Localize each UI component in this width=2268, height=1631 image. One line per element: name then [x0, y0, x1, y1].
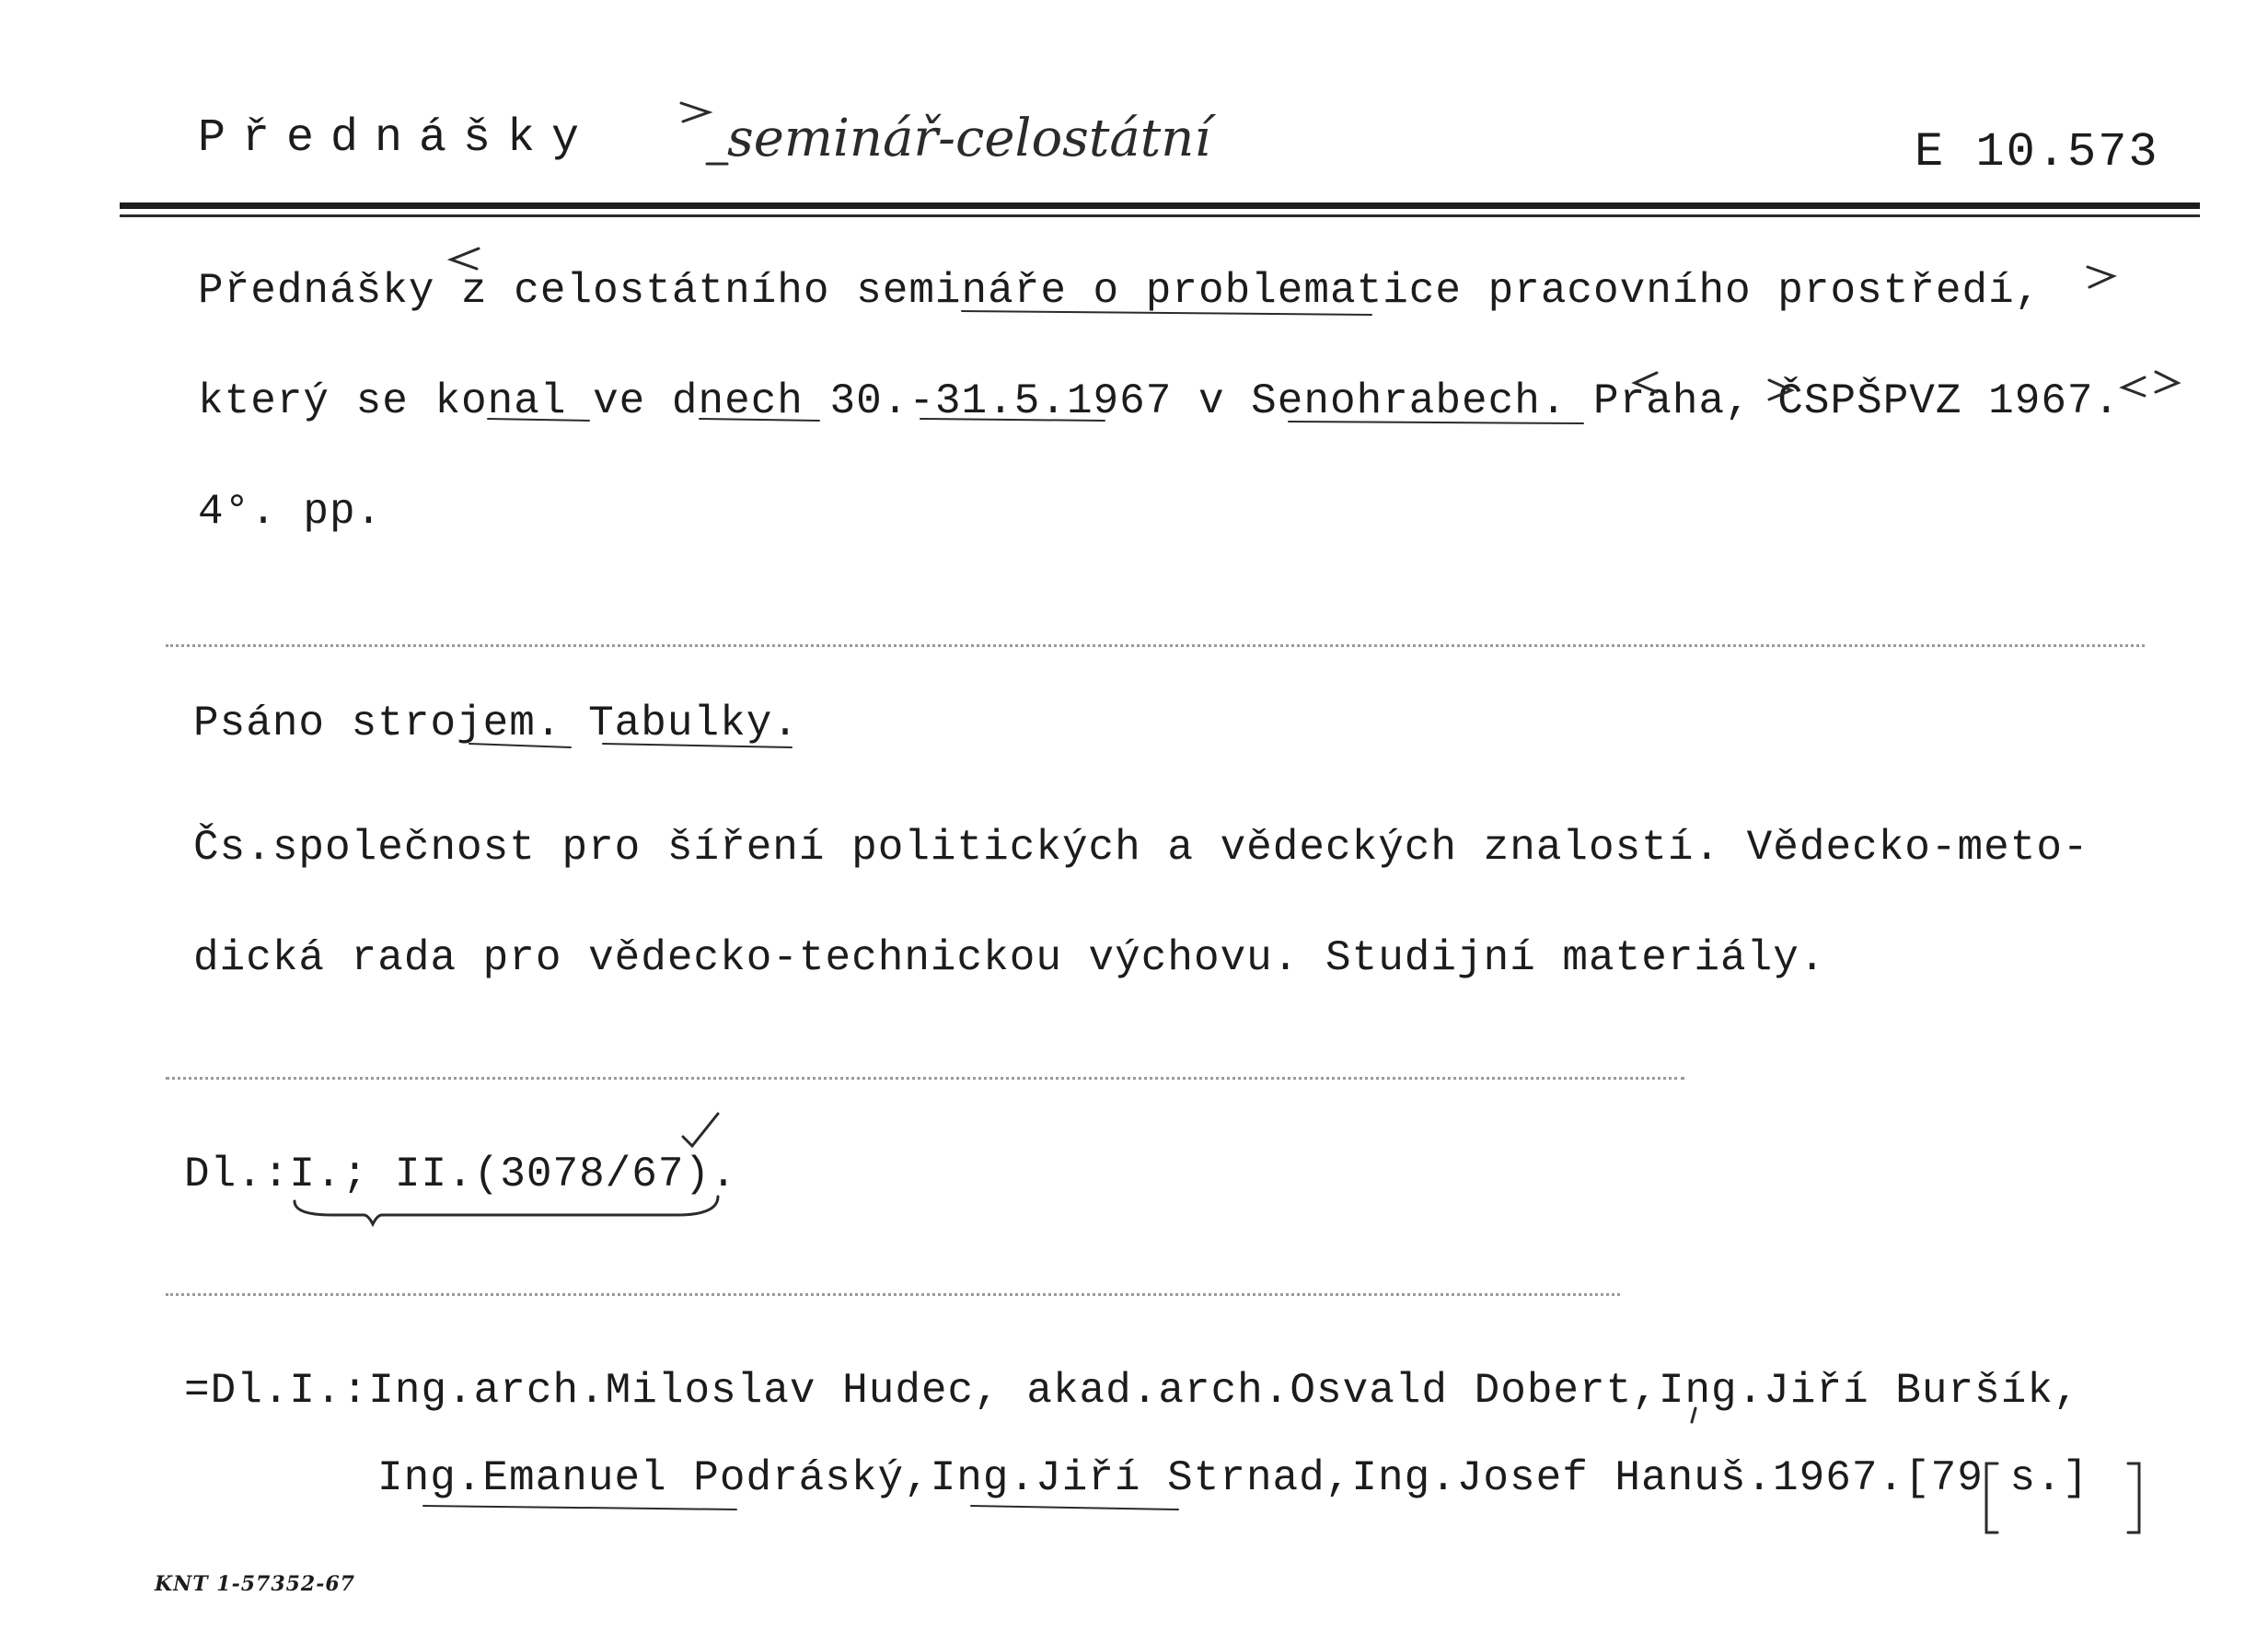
- handwritten-subject: seminář-celostátní: [727, 109, 1211, 168]
- card-heading: Přednášky: [198, 112, 596, 165]
- contents-line-1: =Dl.I.:Ing.arch.Miloslav Hudec, akad.arch.Osvald Dobert,Ing.Jiří Buršík,: [184, 1367, 2080, 1415]
- shelf-signature: E 10.573: [1915, 125, 2159, 179]
- check-mark: [683, 1114, 718, 1146]
- record-line-1: Přednášky z celostátního semináře o problematice pracovního prostředí,: [198, 267, 2042, 315]
- note-line: Psáno strojem. Tabulky.: [193, 700, 799, 747]
- contents-line-2: Ing.Emanuel Podráský,Ing.Jiří Strnad,Ing.Josef Hanuš.1967.[79 s.]: [377, 1454, 2089, 1502]
- brace-mark: [295, 1197, 718, 1224]
- angle-mark: [681, 103, 709, 121]
- parts-line: Dl.:I.; II.(3078/67).: [184, 1151, 737, 1198]
- print-code: KNT 1-57352-67: [155, 1572, 355, 1596]
- series-line-1: Čs.společnost pro šíření politických a vědeckých znalostí. Vědecko-meto-: [193, 824, 2089, 872]
- series-line-2: dická rada pro vědecko-technickou výchovu. Studijní materiály.: [193, 934, 1826, 982]
- record-line-2: který se konal ve dnech 30.-31.5.1967 v Senohrabech. Praha, ČSPŠPVZ 1967.: [198, 377, 2121, 425]
- record-line-3: 4°. pp.: [198, 488, 383, 536]
